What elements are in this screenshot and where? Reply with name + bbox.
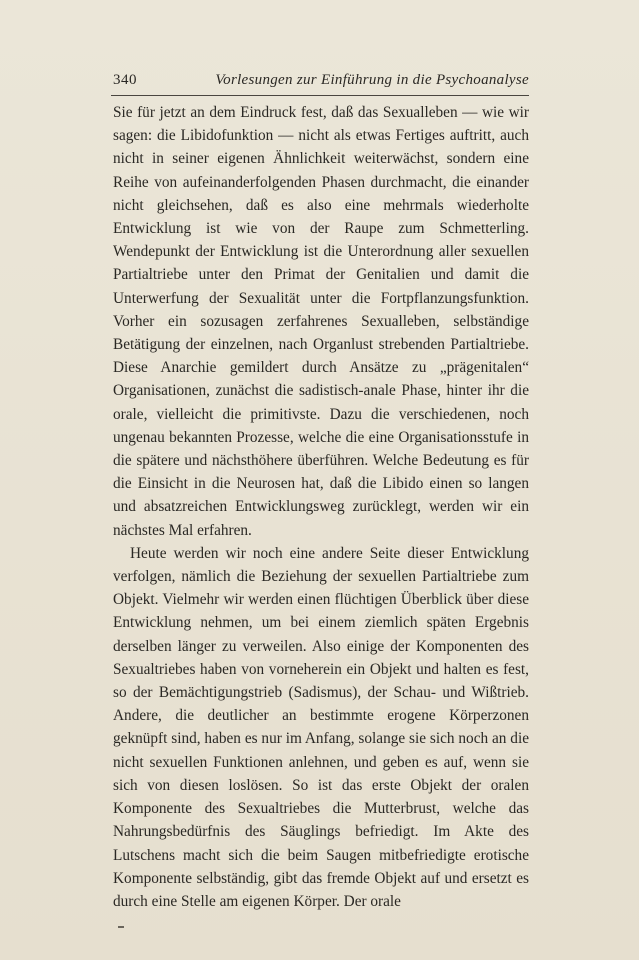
running-header [113, 72, 529, 96]
page-speck [118, 926, 124, 928]
page-number: 340 [113, 72, 137, 88]
body-text [113, 101, 529, 913]
paragraph-1: Sie für jetzt an dem Eindruck fest, daß das Sexualleben — wie wir sagen: die Libidofunktion — nicht als etwas Fertiges auftritt, auch nicht in seiner eigenen Ähnlichkeit weiterwächst, sondern eine Reihe von aufeinanderfolgenden Phasen durchmacht, die einander nicht gleichsehen, daß es also eine mehrmals wiederholte Entwicklung ist wie von der Raupe zum Schmetterling. Wendepunkt der Entwicklung ist die Unterordnung aller sexuellen Partialtriebe unter den Primat der Genitalien und damit die Unterwerfung der Sexualität unter die Fortpflanzungsfunktion. Vorher ein sozusagen zerfahrenes Sexualleben, selbständige Betätigung der einzelnen, nach Organlust strebenden Partialtriebe. Diese Anarchie gemildert durch Ansätze zu „prägenitalen“ Organisationen, zunächst die sadistisch-anale Phase, hinter ihr die orale, vielleicht die primitivste. Dazu die verschiedenen, noch ungenau bekannten Prozesse, welche die eine Organisationsstufe in die spätere und nächsthöhere überführen. Welche Bedeutung es für die Einsicht in die Neurosen hat, daß die Libido einen so langen und absatzreichen Entwicklungsweg zurücklegt, werden wir ein nächstes Mal erfahren. [113, 104, 529, 539]
header-rule [111, 95, 529, 96]
paragraph-2: Heute werden wir noch eine andere Seite dieser Entwicklung verfolgen, nämlich die Beziehung der sexuellen Partialtriebe zum Objekt. Vielmehr wir werden einen flüchtigen Überblick über diese Entwicklung nehmen, um bei einem ziemlich späten Ergebnis derselben länger zu verweilen. Also einige der Komponenten des Sexualtriebes haben von vorneherein ein Objekt und halten es fest, so der Bemächtigungstrieb (Sadismus), der Schau- und Wißtrieb. Andere, die deutlicher an bestimmte erogene Körperzonen geknüpft sind, haben es nur im Anfang, solange sie sich noch an die nicht sexuellen Funktionen anlehnen, und geben es auf, wenn sie sich von diesen loslösen. So ist das erste Objekt der oralen Komponente des Sexualtriebes die Mutterbrust, welche das Nahrungsbedürfnis des Säuglings befriedigt. Im Akte des Lutschens macht sich die beim Saugen mitbefriedigte erotische Komponente selbständig, gibt das fremde Objekt auf und ersetzt es durch eine Stelle am eigenen Körper. Der orale [113, 544, 529, 910]
running-title: Vorlesungen zur Einführung in die Psychoanalyse [215, 72, 529, 88]
